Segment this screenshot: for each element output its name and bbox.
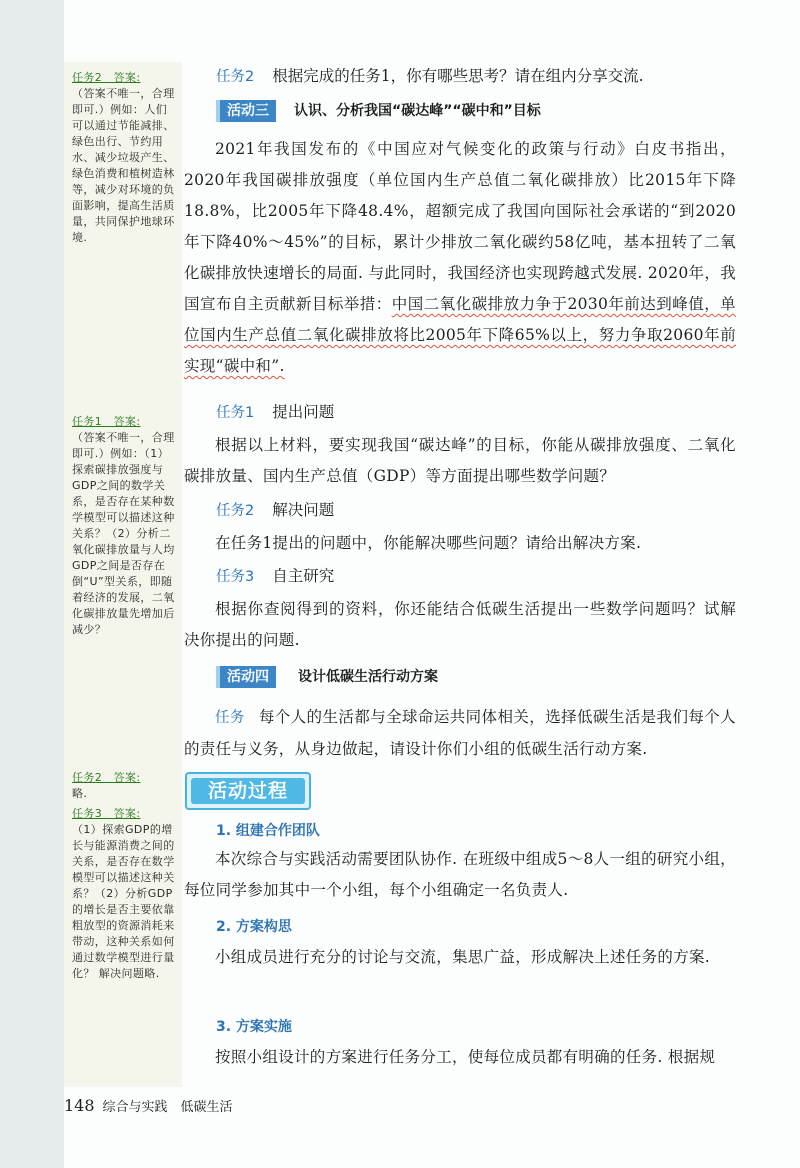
- margin-note: [72, 770, 176, 802]
- task-heading: [216, 564, 334, 589]
- footer-text: 综合与实践 低碳生活: [102, 1100, 233, 1115]
- page-footer: [64, 1096, 233, 1115]
- margin-note-body: （答案不唯一，合理即可.）例如：人们可以通过节能减排、绿色出行、节约用水、减少垃圾产生、绿色消费和植树造林等，减少对环境的负面影响，提高生活质量，共同保护地球环境.: [72, 87, 175, 244]
- task-label: 任务1: [216, 405, 255, 421]
- task-label: 任务2: [216, 69, 255, 85]
- task-label: 任务3: [216, 569, 255, 585]
- margin-note-title: 任务3 答案:: [72, 807, 141, 820]
- margin-note-title: 任务2 答案:: [72, 771, 141, 784]
- task-title: 解决问题: [272, 501, 335, 519]
- margin-note-body: （1）探索GDP的增长与能源消费之间的关系，是否存在数学模型可以描述这种关系？（2）分析GDP的增长是否主要依靠粗放型的资源消耗来带动，这种关系如何通过数学模型进行量化？ 解决问题略.: [72, 823, 175, 980]
- process-heading: 活动过程: [191, 778, 305, 804]
- task-text: 根据完成的任务1，你有哪些思考？请在组内分享交流.: [272, 67, 644, 85]
- task-text: 在任务1提出的问题中，你能解决哪些问题？请给出解决方案.: [215, 534, 642, 552]
- activity-title: 认识、分析我国“碳达峰”“碳中和”目标: [294, 103, 541, 119]
- underlined-text: 中国二氧化碳排放力争于2030年前达到峰值，单位国内生产总值二氧化碳排放将比2005年下降65%以上，努力争取2060年前实现“碳中和”.: [184, 295, 736, 375]
- task-line: [216, 64, 644, 89]
- task-label: 任务: [215, 710, 245, 726]
- task-text: 每个人的生活都与全球命运共同体相关，选择低碳生活是我们每个人的责任与义务，从身边做起，请设计你们小组的低碳生活行动方案.: [184, 708, 736, 758]
- task-paragraph: [184, 702, 736, 765]
- margin-note: [72, 806, 176, 982]
- task-text: 根据以上材料，要实现我国“碳达峰”的目标，你能从碳排放强度、二氧化碳排放量、国内生产总值（GDP）等方面提出哪些数学问题？: [184, 436, 736, 485]
- step-text: 按照小组设计的方案进行任务分工，使每位成员都有明确的任务. 根据规: [215, 1048, 716, 1066]
- margin-note-title: 任务2 答案:: [72, 71, 141, 84]
- step-title: 1. 组建合作团队: [216, 823, 320, 839]
- margin-note-body: 略.: [72, 787, 88, 800]
- margin-note: [72, 414, 176, 638]
- task-label: 任务2: [216, 503, 255, 519]
- process-heading-box: [185, 772, 311, 810]
- task-heading: [216, 498, 334, 523]
- task-heading: [216, 400, 334, 425]
- page-number: 148: [64, 1096, 95, 1115]
- step-text: 小组成员进行充分的讨论与交流，集思广益，形成解决上述任务的方案.: [215, 948, 711, 966]
- margin-note: [72, 70, 176, 246]
- activity-badge: 活动三: [216, 100, 276, 122]
- activity-badge: 活动四: [216, 666, 276, 688]
- paragraph-text: 2021年我国发布的《中国应对气候变化的政策与行动》白皮书指出，2020年我国碳排放强度（单位国内生产总值二氧化碳排放）比2015年下降18.8%，比2005年下降48.4%，超额完成了我国向国际社会承诺的“到2020年下降40%～45%”的目标，累计少排放二氧化碳约58亿吨，基本扭转了二氧化碳排放快速增长的局面. 与此同时，我国经济也实现跨越式发展. 2020年，我国宣布自主贡献新目标举措：: [184, 140, 736, 313]
- step-title: 3. 方案实施: [216, 1019, 292, 1035]
- task-text: 根据你查阅得到的资料，你还能结合低碳生活提出一些数学问题吗？试解决你提出的问题.: [184, 600, 736, 649]
- margin-note-body: （答案不唯一，合理即可.）例如：（1）探索碳排放强度与GDP之间的数学关系，是否存在某种数学模型可以描述这种关系？（2）分析二氧化碳排放量与人均GDP之间是否存在倒“U”型关系，即随着经济的发展，二氧化碳排放量先增加后减少？: [72, 431, 175, 636]
- body-paragraph: [184, 134, 736, 382]
- task-title: 提出问题: [272, 403, 335, 421]
- task-title: 自主研究: [272, 567, 335, 585]
- step-title: 2. 方案构思: [216, 919, 292, 935]
- step-text: 本次综合与实践活动需要团队协作. 在班级中组成5～8人一组的研究小组，每位同学参加其中一个小组，每个小组确定一名负责人.: [184, 850, 736, 899]
- activity-title: 设计低碳生活行动方案: [298, 669, 438, 685]
- margin-note-title: 任务1 答案:: [72, 415, 141, 428]
